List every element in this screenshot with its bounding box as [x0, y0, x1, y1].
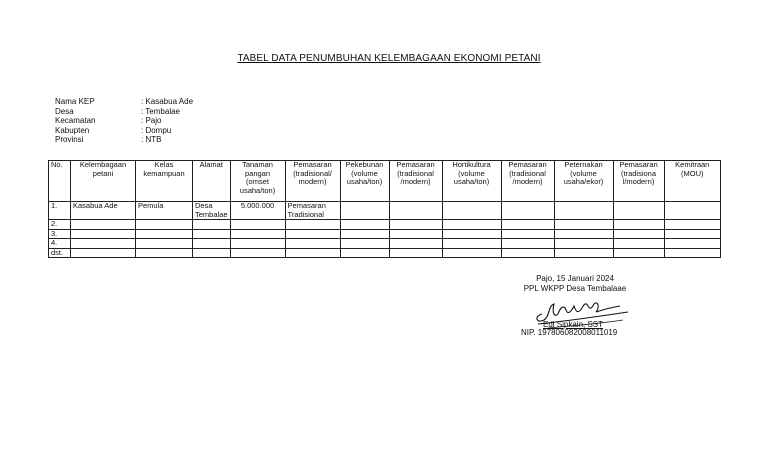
- signer-name: Edi Sipkain, SST: [543, 320, 604, 329]
- table-cell: [136, 239, 193, 249]
- table-row: [49, 229, 721, 239]
- table-cell: [389, 248, 442, 258]
- column-header: Kelas kemampuan: [136, 161, 193, 202]
- table-cell: [136, 229, 193, 239]
- table-cell: 2.: [49, 220, 71, 230]
- table-cell: [340, 239, 389, 249]
- info-value: : Tembalae: [141, 106, 180, 116]
- table-cell: Desa Tembalae: [193, 202, 231, 220]
- table-cell: [71, 239, 136, 249]
- table-cell: [193, 248, 231, 258]
- info-label: Desa: [55, 106, 74, 116]
- data-table: [48, 160, 721, 258]
- table-cell: [501, 239, 554, 249]
- table-cell: [442, 220, 501, 230]
- info-label: Provinsi: [55, 135, 84, 144]
- table-cell: [389, 239, 442, 249]
- table-cell: [230, 220, 285, 230]
- table-row: [49, 248, 721, 258]
- table-cell: [501, 248, 554, 258]
- table-cell: [613, 220, 664, 230]
- table-cell: [340, 229, 389, 239]
- table-cell: [613, 239, 664, 249]
- info-label: Nama KEP: [55, 97, 95, 106]
- table-cell: Pemula: [136, 202, 193, 220]
- table-cell: [554, 229, 613, 239]
- column-header: Hortikultura (volume usaha/ton): [442, 161, 501, 202]
- table-cell: 1.: [49, 202, 71, 220]
- table-cell: [501, 220, 554, 230]
- table-cell: [442, 202, 501, 220]
- info-label: Kecamatan: [55, 116, 96, 125]
- table-cell: 3.: [49, 229, 71, 239]
- table-cell: [554, 239, 613, 249]
- table-cell: [501, 229, 554, 239]
- signature-block: [510, 274, 640, 293]
- info-value: : Kasabua Ade: [141, 97, 194, 106]
- table-cell: Kasabua Ade: [71, 202, 136, 220]
- table-cell: [285, 220, 340, 230]
- table-cell: [554, 248, 613, 258]
- table-cell: [71, 229, 136, 239]
- table-cell: [554, 202, 613, 220]
- table-cell: [285, 239, 340, 249]
- info-value: : Dompu: [141, 125, 172, 135]
- table-cell: dst.: [49, 248, 71, 258]
- table-cell: [193, 220, 231, 230]
- table-cell: 5.000.000: [230, 202, 285, 220]
- table-cell: Pemasaran Tradisional: [285, 202, 340, 220]
- table-row: [49, 220, 721, 230]
- table-header-row: [49, 161, 721, 202]
- place-date: Pajo, 15 Januari 2024: [536, 274, 614, 283]
- table-cell: [230, 229, 285, 239]
- info-row-desa: [55, 107, 193, 117]
- info-value: : Pajo: [141, 116, 162, 125]
- column-header: Kelembagaan petani: [71, 161, 136, 202]
- column-header: Tanaman pangan (omset usaha/ton): [230, 161, 285, 202]
- column-header: Pemasaran (tradisional /modern): [501, 161, 554, 202]
- table-cell: [613, 202, 664, 220]
- column-header: Pemasaran (tradisional /modern): [389, 161, 442, 202]
- column-header: Alamat: [193, 161, 231, 202]
- info-label: Kabupten: [55, 125, 90, 135]
- kep-info: [55, 97, 193, 145]
- signer-nip: NIP. 197806082008011019: [521, 328, 618, 337]
- table-row: [49, 202, 721, 220]
- table-cell: [193, 229, 231, 239]
- table-cell: [442, 248, 501, 258]
- column-header: Kemitraan (MOU): [664, 161, 720, 202]
- table-cell: [389, 220, 442, 230]
- table-cell: [340, 248, 389, 258]
- info-row-kabupaten: [55, 126, 193, 136]
- table-cell: [442, 229, 501, 239]
- table-cell: [664, 229, 720, 239]
- table-cell: [230, 239, 285, 249]
- table-cell: [340, 202, 389, 220]
- table-cell: [442, 239, 501, 249]
- table-cell: [613, 248, 664, 258]
- table-cell: [389, 202, 442, 220]
- document-title: TABEL DATA PENUMBUHAN KELEMBAGAAN EKONOMI PETANI: [237, 53, 541, 64]
- table-cell: 4.: [49, 239, 71, 249]
- table-cell: [664, 202, 720, 220]
- table-cell: [71, 248, 136, 258]
- info-value: : NTB: [141, 135, 162, 144]
- table-row: [49, 239, 721, 249]
- info-row-provinsi: [55, 135, 193, 145]
- table-cell: [340, 220, 389, 230]
- info-row-nama-kep: [55, 97, 193, 107]
- column-header: Peternakan (volume usaha/ekor): [554, 161, 613, 202]
- table-cell: [389, 229, 442, 239]
- table-cell: [664, 239, 720, 249]
- table-cell: [71, 220, 136, 230]
- table-cell: [554, 220, 613, 230]
- table-cell: [193, 239, 231, 249]
- table-cell: [664, 248, 720, 258]
- table-cell: [230, 248, 285, 258]
- table-cell: [136, 248, 193, 258]
- table-cell: [501, 202, 554, 220]
- table-cell: [613, 229, 664, 239]
- signer-position: PPL WKPP Desa Tembalaae: [523, 283, 627, 293]
- column-header: Pemasaran (tradisional/ modern): [285, 161, 340, 202]
- table-cell: [136, 220, 193, 230]
- table-cell: [285, 248, 340, 258]
- table-cell: [285, 229, 340, 239]
- column-header: Pekebunan (volume usaha/ton): [340, 161, 389, 202]
- column-header: Pemasaran (tradisiona l/modern): [613, 161, 664, 202]
- table-cell: [664, 220, 720, 230]
- column-header: No.: [49, 161, 71, 202]
- info-row-kecamatan: [55, 116, 193, 126]
